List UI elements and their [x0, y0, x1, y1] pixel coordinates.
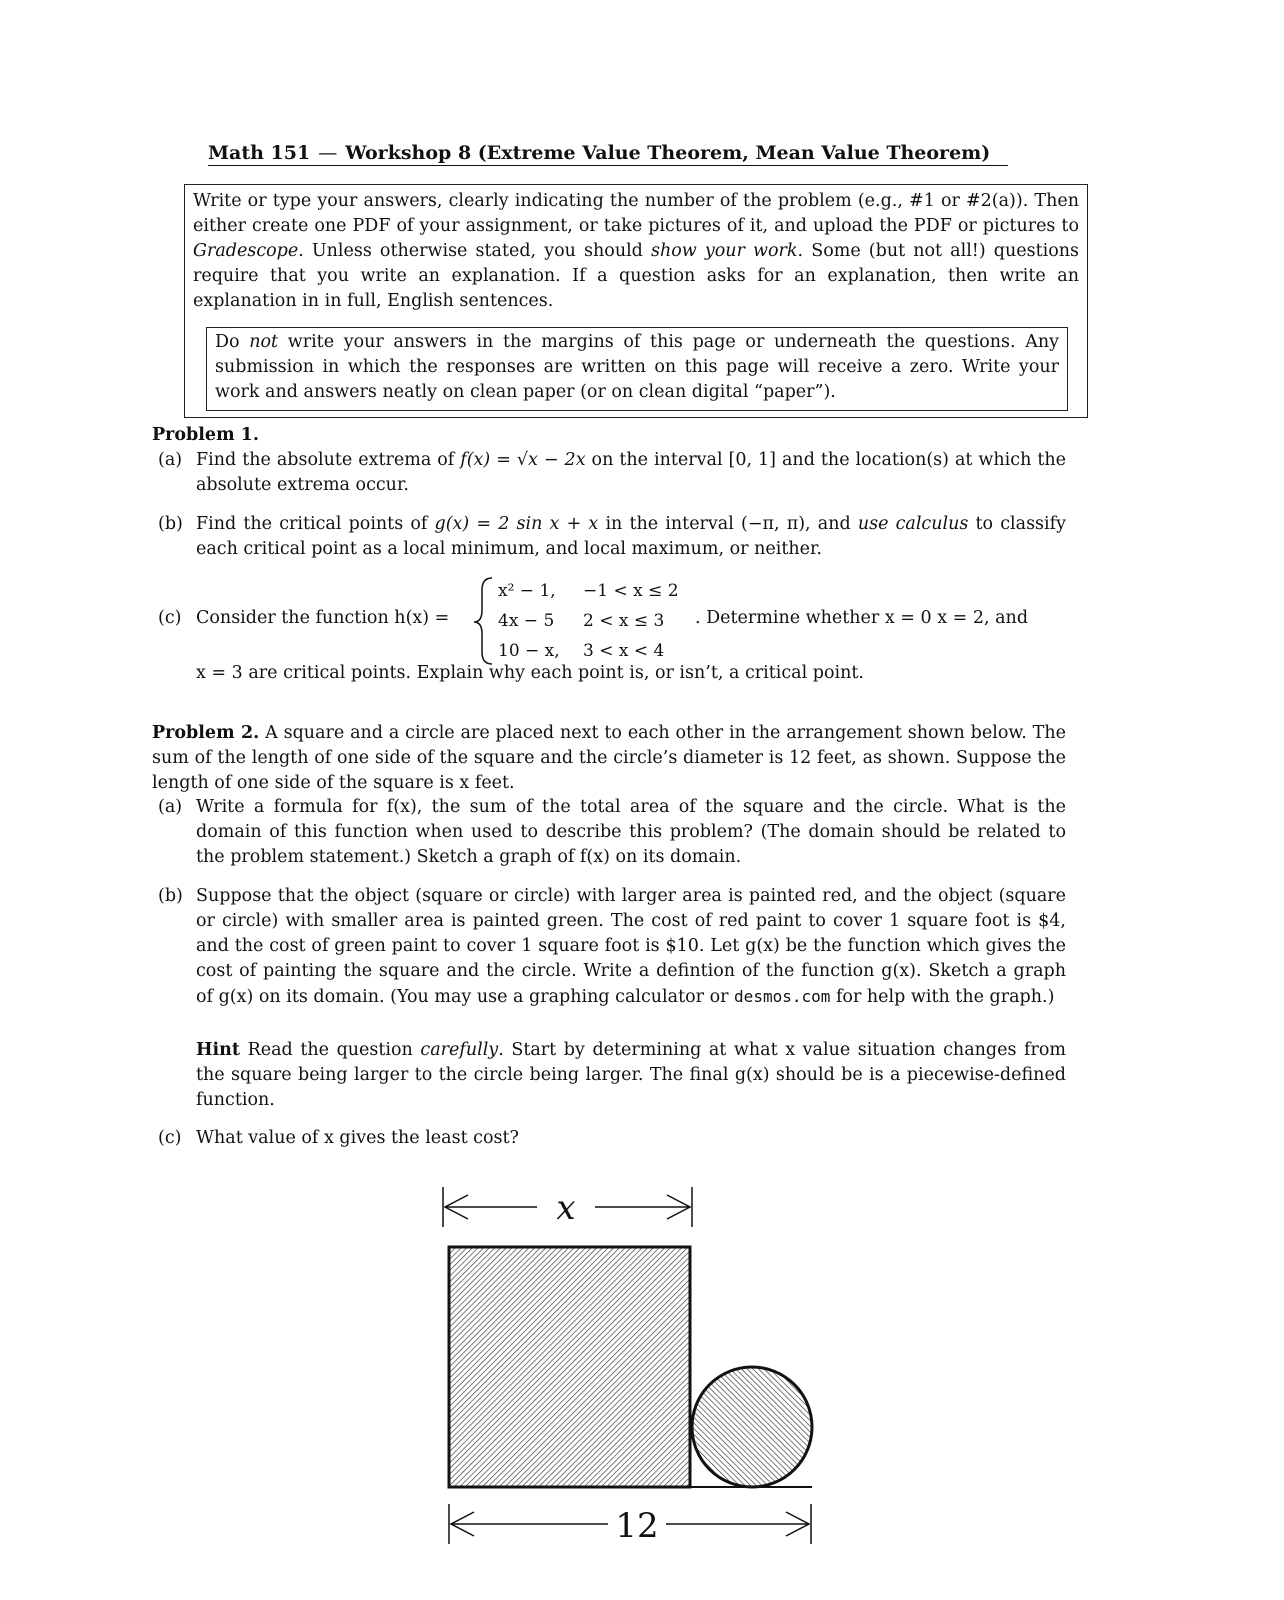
problem1-b-text: Find the critical points of g(x) = 2 sin x + x in the interval (−π, π), and use calculus to classify each critical point as a local minimum, and local maximum, or neither.: [196, 514, 1067, 559]
problem1-a-label: (a): [158, 450, 183, 470]
course-name: Math 151: [208, 142, 311, 164]
problem2-a-text: Write a formula for f(x), the sum of the total area of the square and the circle. What is the domain of this function when used to describe this problem? (The domain should be related to the problem statement.) Sketch a graph of f(x) on its domain.: [196, 797, 1066, 867]
problem2-c-label: (c): [158, 1128, 182, 1148]
problem2-a-label: (a): [158, 797, 183, 817]
hatched-square: [449, 1247, 690, 1487]
problem1-c-determine: . Determine whether x = 0 x = 2, and: [695, 608, 1029, 628]
hatched-circle: [692, 1367, 812, 1487]
problem1-c-intro: Consider the function h(x) =: [196, 608, 450, 628]
piece-cond-2: 2 < x ≤ 3: [583, 611, 665, 631]
piecewise-brace: [474, 578, 492, 664]
problem1-a-text: Find the absolute extrema of f(x) = √x − 2x on the interval [0, 1] and the location(s) at which the absolute extrema occur.: [196, 450, 1066, 495]
title-separator: —: [318, 142, 338, 164]
problem1-c-label: (c): [158, 608, 182, 628]
bottom-dim-label: 12: [615, 1506, 659, 1546]
problem1-c-explain: x = 3 are critical points. Explain why each point is, or isn’t, a critical point.: [196, 663, 864, 683]
problem1-b-label: (b): [158, 514, 183, 534]
workshop-title: Workshop 8 (Extreme Value Theorem, Mean Value Theorem): [345, 142, 991, 164]
problem1-heading: Problem 1.: [152, 425, 259, 445]
problem2-b-text: Suppose that the object (square or circle) with larger area is painted red, and the object (square or circle) with smaller area is painted green. The cost of red paint to cover 1 square foot is $4, and the cost of green paint to cover 1 square foot is $10. Let g(x) be the function which gives the cost of painting the square and the circle. Write a defintion of the function g(x). Sketch a graph of g(x) on its domain. (You may use a graphing calculator or desmos.com for help with the graph.): [196, 886, 1066, 1007]
problem2-hint: Hint Read the question carefully. Start by determining at what x value situation changes from the square being larger to the circle being larger. The final g(x) should be is a piecewise-defined function.: [196, 1040, 1066, 1110]
piece-cond-1: −1 < x ≤ 2: [583, 581, 679, 601]
piece-expr-1: x² − 1,: [498, 581, 556, 601]
warning-text: Do not write your answers in the margins of this page or underneath the questions. Any submission in which the responses are written on this page will receive a zero. Write your work and answers neatly on clean paper (or on clean digital “paper”).: [215, 332, 1060, 402]
piece-expr-2: 4x − 5: [498, 611, 555, 631]
problem2-c-text: What value of x gives the least cost?: [196, 1128, 519, 1148]
piece-cond-3: 3 < x < 4: [583, 641, 665, 661]
instructions-text: Write or type your answers, clearly indicating the number of the problem (e.g., #1 or #2(a)). Then either create one PDF of your assignment, or take pictures of it, and upload the PDF or pictures to Gradescope. Unless otherwise stated, you should show your work. Some (but not all!) questions require that you write an explanation. If a question asks for an explanation, then write an explanation in in full, English sentences.: [193, 191, 1079, 311]
problem2-intro: Problem 2. A square and a circle are placed next to each other in the arrangement shown below. The sum of the length of one side of the square and the circle’s diameter is 12 feet, as shown. Suppose the length of one side of the square is x feet.: [152, 723, 1066, 793]
top-dim-label: x: [556, 1188, 576, 1228]
problem2-b-label: (b): [158, 886, 183, 906]
piece-expr-3: 10 − x,: [498, 641, 560, 661]
